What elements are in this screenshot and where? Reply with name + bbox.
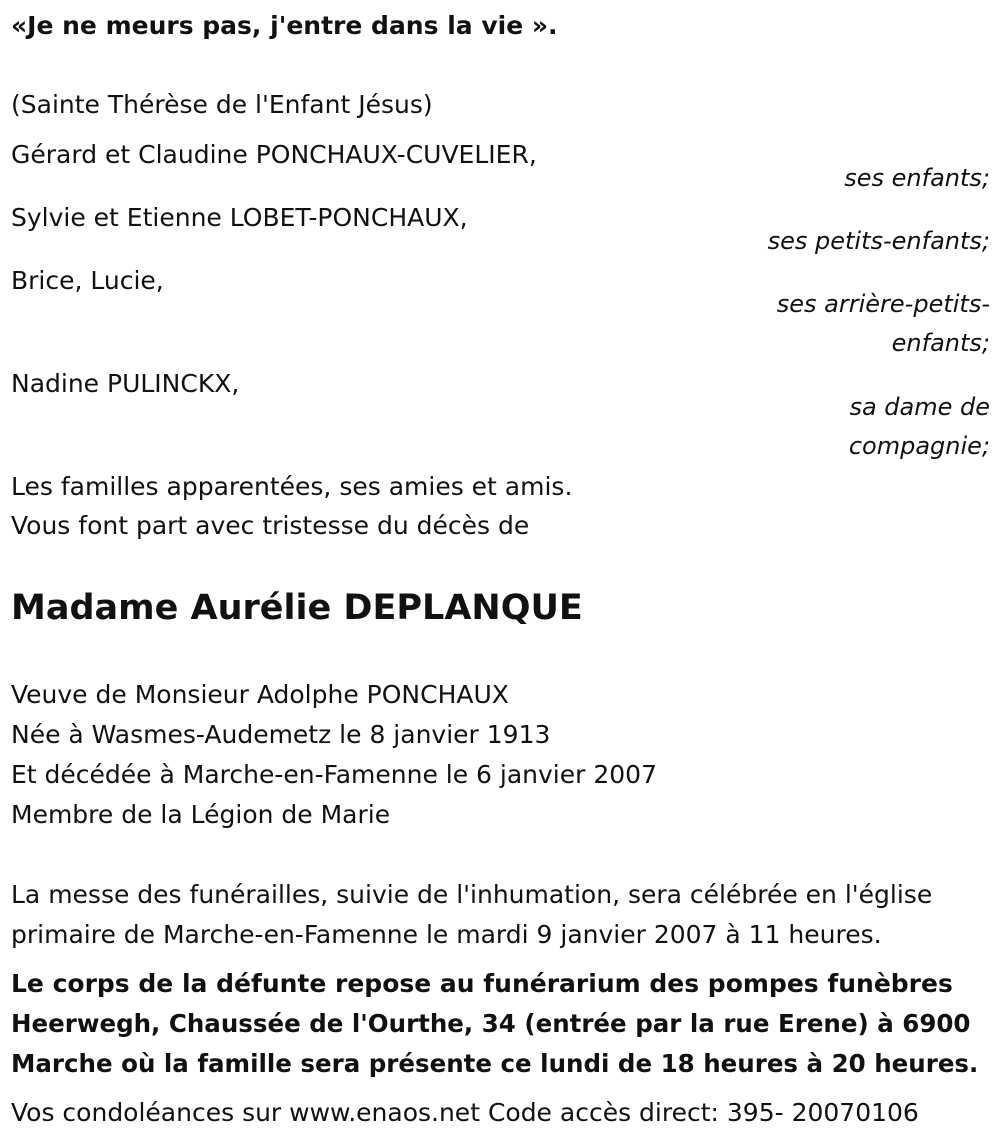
family-names-companion: Nadine PULINCKX,	[11, 369, 240, 398]
detail-death: Et décédée à Marche-en-Famenne le 6 janvier 2007	[11, 760, 657, 789]
funerarium-info-line3: Marche où la famille sera présente ce lundi de 18 heures à 20 heures.	[11, 1049, 979, 1078]
family-names-children: Gérard et Claudine PONCHAUX-CUVELIER,	[11, 140, 537, 169]
funeral-info-line2: primaire de Marche-en-Famenne le mardi 9 janvier 2007 à 11 heures.	[11, 920, 882, 949]
condolences-line: Vos condoléances sur www.enaos.net Code accès direct: 395- 20070106	[11, 1098, 919, 1127]
funeral-info-line1: La messe des funérailles, suivie de l'inhumation, sera célébrée en l'église	[11, 880, 933, 909]
family-names-grandchildren: Sylvie et Etienne LOBET-PONCHAUX,	[11, 203, 468, 232]
family-role-companion-line1: sa dame de	[849, 393, 990, 421]
deceased-name: Madame Aurélie DEPLANQUE	[11, 588, 583, 628]
detail-birth: Née à Wasmes-Audemetz le 8 janvier 1913	[11, 720, 551, 749]
funerarium-info-line2: Heerwegh, Chaussée de l'Ourthe, 34 (entrée par la rue Erene) à 6900	[11, 1009, 971, 1038]
detail-membership: Membre de la Légion de Marie	[11, 800, 391, 829]
announce-line: Vous font part avec tristesse du décès de	[11, 511, 530, 540]
family-role-children: ses enfants;	[844, 164, 990, 192]
detail-widow-of: Veuve de Monsieur Adolphe PONCHAUX	[11, 680, 509, 709]
family-role-great-grandchildren-line1: ses arrière-petits-	[776, 290, 990, 318]
family-role-grandchildren: ses petits-enfants;	[767, 227, 990, 255]
opening-quote: «Je ne meurs pas, j'entre dans la vie ».	[11, 11, 558, 40]
relatives-line: Les familles apparentées, ses amies et amis.	[11, 472, 573, 501]
funerarium-info-line1: Le corps de la défunte repose au funérarium des pompes funèbres	[11, 969, 953, 998]
family-names-great-grandchildren: Brice, Lucie,	[11, 266, 164, 295]
family-role-great-grandchildren-line2: enfants;	[891, 329, 990, 357]
quote-author: (Sainte Thérèse de l'Enfant Jésus)	[11, 90, 433, 119]
family-role-companion-line2: compagnie;	[848, 432, 990, 460]
